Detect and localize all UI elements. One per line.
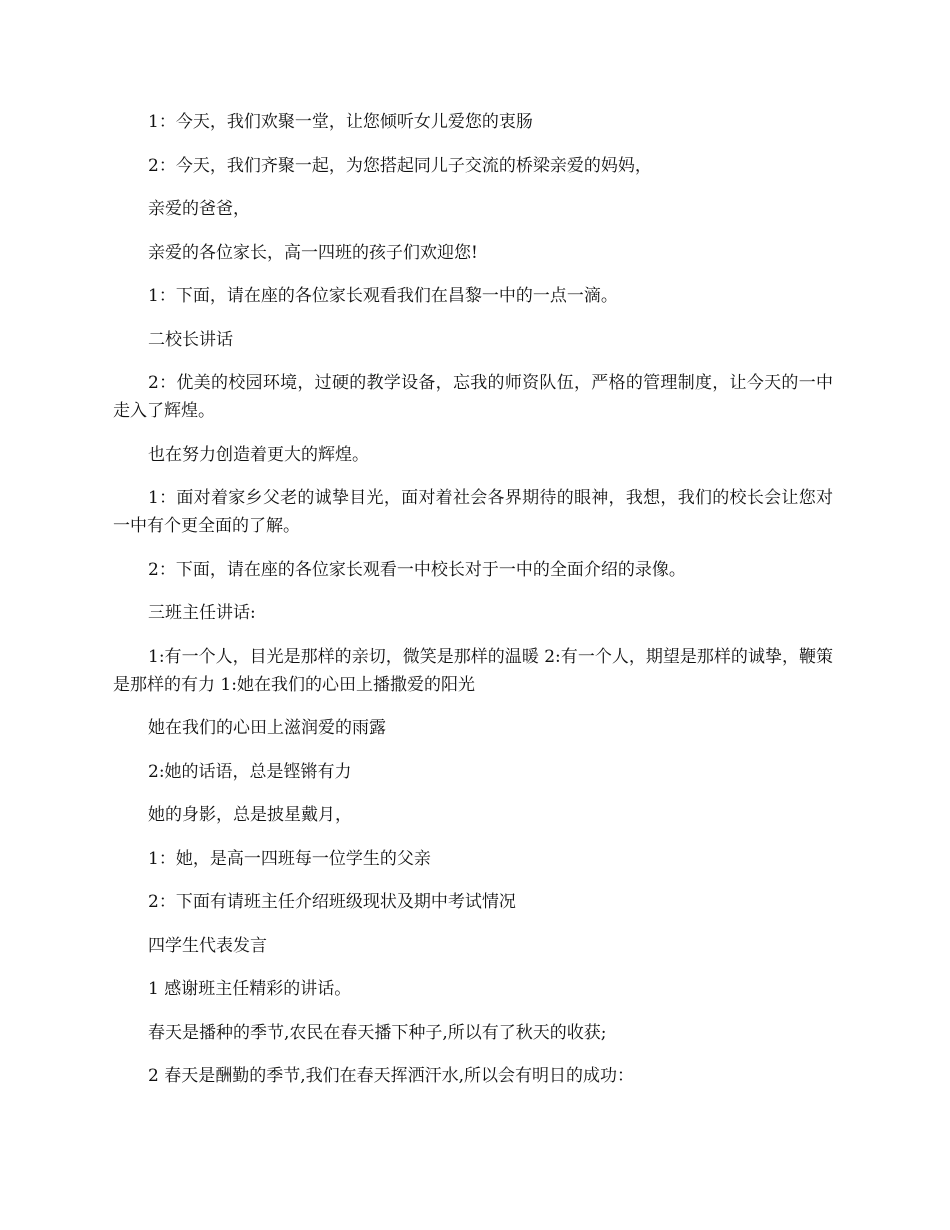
paragraph: 春天是播种的季节,农民在春天播下种子,所以有了秋天的收获; — [148, 1022, 607, 1043]
paragraph: 1 感谢班主任精彩的讲话。 — [148, 979, 352, 999]
document-body — [113, 108, 833, 1106]
paragraph: 2：今天，我们齐聚一起，为您搭起同儿子交流的桥梁亲爱的妈妈， — [148, 155, 652, 176]
paragraph: 她的身影，总是披星戴月， — [148, 805, 352, 825]
section-heading: 四学生代表发言 — [148, 935, 267, 956]
paragraph: 1：面对着家乡父老的诚挚目光，面对着社会各界期待的眼神，我想，我们的校长会让您对一中有个更全面的了解。 — [113, 488, 833, 536]
paragraph: 2：优美的校园环境，过硬的教学设备，忘我的师资队伍，严格的管理制度，让今天的一中走入了辉煌。 — [113, 373, 833, 421]
paragraph: 2：下面有请班主任介绍班级现状及期中考试情况 — [148, 892, 516, 912]
paragraph: 亲爱的各位家长，高一四班的孩子们欢迎您! — [148, 242, 478, 263]
paragraph: 1:有一个人，目光是那样的亲切，微笑是那样的温暖 2:有一个人，期望是那样的诚挚，鞭策是那样的有力 1:她在我们的心田上播撒爱的阳光 — [113, 646, 833, 695]
paragraph: 2：下面，请在座的各位家长观看一中校长对于一中的全面介绍的录像。 — [148, 559, 686, 580]
paragraph: 2:她的话语，总是铿锵有力 — [148, 761, 352, 782]
paragraph: 1：下面，请在座的各位家长观看我们在昌黎一中的一点一滴。 — [148, 286, 618, 306]
paragraph: 也在努力创造着更大的辉煌。 — [148, 444, 369, 465]
section-heading: 三班主任讲话: — [148, 603, 256, 623]
section-heading: 二校长讲话 — [148, 329, 233, 350]
paragraph: 她在我们的心田上滋润爱的雨露 — [148, 718, 386, 738]
paragraph: 亲爱的爸爸， — [148, 199, 250, 219]
paragraph: 1：她，是高一四班每一位学生的父亲 — [148, 848, 431, 869]
paragraph: 1：今天，我们欢聚一堂，让您倾听女儿爱您的衷肠 — [148, 112, 533, 132]
paragraph: 2 春天是酬勤的季节,我们在春天挥洒汗水,所以会有明日的成功： — [148, 1066, 635, 1086]
